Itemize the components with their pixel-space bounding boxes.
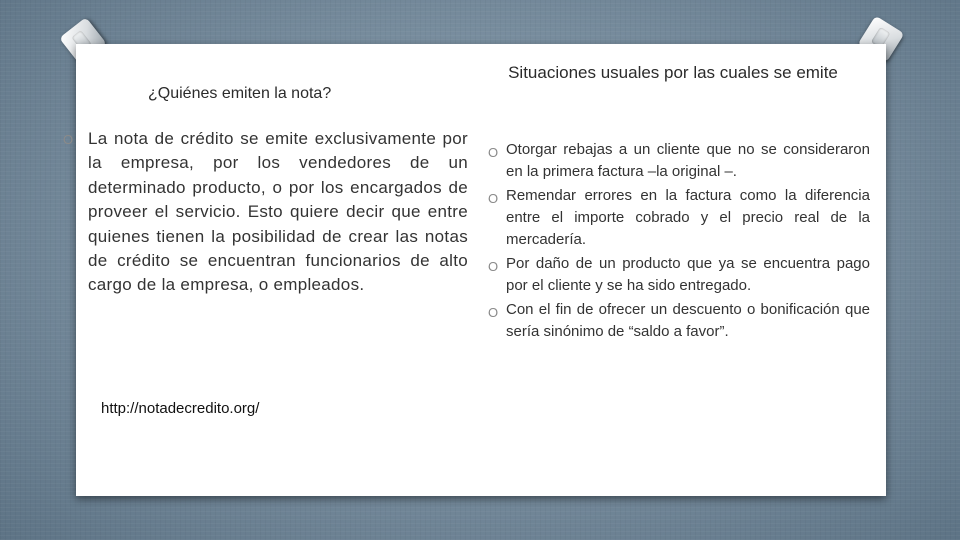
- bullet-icon: O: [488, 191, 499, 206]
- source-url: http://notadecredito.org/: [101, 400, 260, 417]
- bullet-icon: O: [488, 259, 499, 274]
- list-item-text: Por daño de un producto que ya se encuentra pago por el cliente y se ha sido entregado.: [506, 255, 870, 294]
- list-item-text: Otorgar rebajas a un cliente que no se consideraron en la primera factura –la original –.: [506, 141, 870, 180]
- bullet-icon: O: [488, 305, 499, 320]
- left-paragraph: La nota de crédito se emite exclusivamente por la empresa, por los vendedores de un determinado producto, o por los encargados de proveer el servicio. Esto quiere decir que entre quienes tienen la posibilidad de crear las notas de crédito se encuentran funcionarios de alto cargo de la empresa, o empleados.: [88, 129, 468, 295]
- list-item: [488, 139, 870, 183]
- bullet-icon: O: [488, 145, 499, 160]
- left-heading: ¿Quiénes emiten la nota?: [148, 85, 332, 102]
- list-item: [488, 253, 870, 297]
- list-item-text: Con el fin de ofrecer un descuento o bonificación que sería sinónimo de “saldo a favor”.: [506, 301, 870, 340]
- list-item: [488, 185, 870, 251]
- list-item-text: Remendar errores en la factura como la diferencia entre el importe cobrado y el precio real de la mercadería.: [506, 187, 870, 248]
- right-heading: Situaciones usuales por las cuales se emite: [508, 63, 838, 82]
- list-item: [488, 299, 870, 343]
- right-bullet-list: [488, 139, 870, 345]
- bullet-icon: O: [63, 132, 74, 147]
